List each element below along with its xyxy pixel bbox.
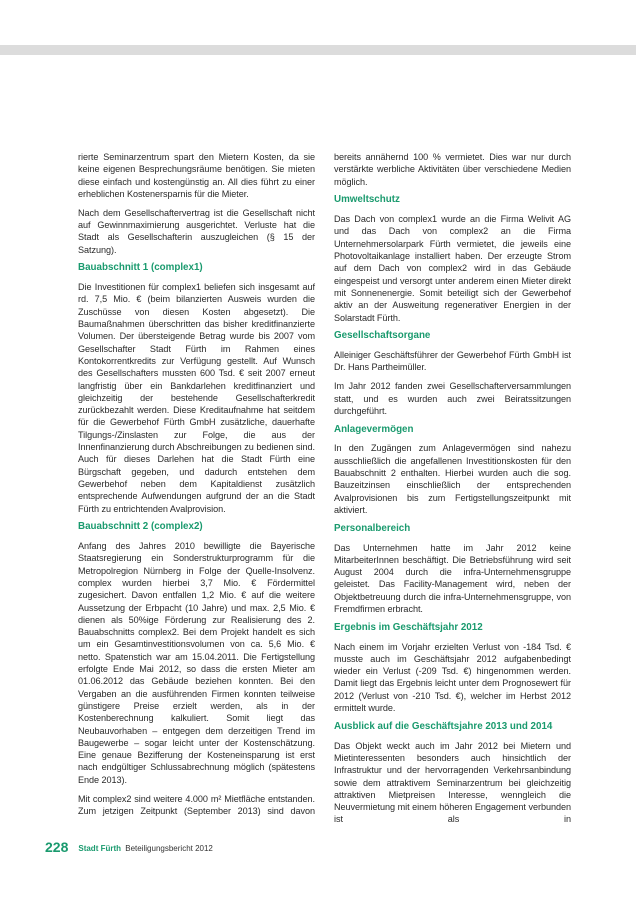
section-heading-umweltschutz: Umweltschutz	[334, 194, 400, 206]
right-column	[334, 151, 571, 832]
page-footer	[45, 839, 213, 855]
footer-brand: Stadt Fürth	[78, 844, 122, 853]
paragraph: bereits annähernd 100 % vermietet. Dies war nur durch verstärkte werbliche Aktivitäten über verschiedene Medien möglich.	[334, 152, 571, 187]
paragraph: Die Investitionen für complex1 beliefen sich insgesamt auf rd. 7,5 Mio. € (beim bilanzierten Ausweis wurden die Zuschüsse von diesen Kosten abgesetzt). Die Baumaßnahmen überschritten das bisher kreditfinanzierte Volumen. Der übersteigende Betrag wurde bis 2007 vom Gesellschafter Stadt Fürth im Rahmen eines Kontokorrentkredits zur Verfügung gestellt. Auf Wunsch des Gesellschafters mussten 600 Tsd. € seit 2007 erneut langfristig über ein Bankdarlehen kreditfinanziert und gleichzeitig der bestehende Gesellschafterkredit zurückbezahlt werden. Diese Kreditaufnahme hat seitdem für die Gewerbehof Fürth GmbH zusätzliche, dauerhafte Tilgungs-/Zinslasten zur Folge, die aus der Innenfinanzierung durch Abschreibungen zu bedienen sind. Auch für dieses Darlehen hat die Stadt Fürth eine Bürgschaft gegeben, und dadurch entstehen dem Gewerbehof neben dem Kapitaldienst zusätzlich entsprechende Aufwendungen aufgrund der an die Stadt Fürth zu entrichtenden Avalprovision.	[78, 282, 315, 514]
section-heading-ausblick: Ausblick auf die Geschäftsjahre 2013 und 2014	[334, 720, 553, 732]
paragraph: rierte Seminarzentrum spart den Mietern Kosten, da sie keine eigenen Besprechungsräume benötigen. Sie mieten diese einfach und kostengünstig an. All dies führt zu einer erheblichen Kostenersparnis für die Mieter.	[78, 152, 315, 199]
paragraph: In den Zugängen zum Anlagevermögen sind nahezu ausschließlich die angefallenen Investitionskosten für den Bauabschnitt 2 enthalten. Hierbei wurden auch die sog. Bauzeitzinsen einschließlich der entsprechenden Avalprovisionen bis zum Fertigstellungszeitpunkt mit aktiviert.	[334, 443, 571, 515]
section-heading-anlagevermoegen: Anlagevermögen	[334, 423, 414, 435]
paragraph: Anfang des Jahres 2010 bewilligte die Bayerische Staatsregierung ein Sonderstrukturprogramm für die Metropolregion Nürnberg in Folge der Quelle-Insolvenz. complex wurden hierbei 3,7 Mio. € Fördermittel zugesichert. Davon entfallen 1,2 Mio. € auf die weitere Aussetzung der Erbpacht (10 Jahre) und max. 2,5 Mio. € dienen als 50%ige Förderung zur Realisierung des 2. Bauabschnitts complex2. Bei dem Projekt handelt es sich um ein Gesamtinvestitionsvolumen von ca. 5,6 Mio. € netto. Spatenstich war am 15.04.2011. Die Fertigstellung erfolgte Ende Mai 2012, so dass die ersten Mieter am 01.06.2012 das Gebäude beziehen konnten. Bei den Vergaben an die ausführenden Firmen konnten teilweise günstigere Preise erzielt werden, als in der Kostenberechnung kalkuliert. Somit liegt das Neubauvorhaben – entgegen dem derzeitigen Trend im Baugewerbe – sogar leicht unter der Kostenschätzung. Eine genaue Bezifferung der Kosteneinsparung ist erst nach endgültiger Schlussabrechnung möglich (spätestens Ende 2013).	[78, 541, 315, 785]
paragraph: Im Jahr 2012 fanden zwei Gesellschafterversammlungen statt, und es wurden auch zwei Beiratssitzungen durchgeführt.	[334, 381, 571, 416]
section-heading-gesellschaftsorgane: Gesellschaftsorgane	[334, 330, 431, 342]
footer-document-title: Beteiligungsbericht 2012	[125, 844, 213, 853]
section-heading-bauabschnitt-1: Bauabschnitt 1 (complex1)	[78, 262, 203, 274]
header-band	[0, 45, 636, 55]
paragraph: Alleiniger Geschäftsführer der Gewerbehof Fürth GmbH ist Dr. Hans Partheimüller.	[334, 350, 571, 373]
paragraph: Nach einem im Vorjahr erzielten Verlust von -184 Tsd. € musste auch im Geschäftsjahr 2012 aufgabenbedingt wieder ein Verlust (-209 Tsd. €) hingenommen werden. Damit liegt das Ergebnis leicht unter dem Prognosewert für 2012 (Verlust von -210 Tsd. €), welcher im Herbst 2012 ermittelt wurde.	[334, 641, 571, 714]
left-column	[78, 151, 315, 824]
section-heading-bauabschnitt-2: Bauabschnitt 2 (complex2)	[78, 521, 203, 533]
paragraph: Das Objekt weckt auch im Jahr 2012 bei Mietern und Mietinteressenten besonders auch hinsichtlich der Infrastruktur und der hervorragenden Verkehrsanbindung sowie dem attraktivem Seminarzentrum bei gleichzeitig attraktiven Mietpreisen Interesse, wenngleich die Neuvermietung mit einem höheren Engagement verbunden ist als in	[334, 740, 571, 825]
section-heading-ergebnis: Ergebnis im Geschäftsjahr 2012	[334, 621, 483, 633]
paragraph: Das Unternehmen hatte im Jahr 2012 keine MitarbeiterInnen beschäftigt. Die Betriebsführung wird seit August 2004 durch die infra-Unternehmensgruppe geleistet. Das Facility-Management wird, neben der Objektbetreuung durch die infra-Unternehmensgruppe, von Fremdfirmen erbracht.	[334, 542, 571, 614]
paragraph: Mit complex2 sind weitere 4.000 m² Mietfläche entstanden. Zum jetzigen Zeitpunkt (September 2013) sind davon	[78, 793, 315, 816]
paragraph: Nach dem Gesellschaftervertrag ist die Gesellschaft nicht auf Gewinnmaximierung ausgerichtet. Verluste hat die Stadt als Gesellschafterin auszugleichen (§ 15 der Satzung).	[78, 207, 315, 255]
page-number: 228	[45, 839, 69, 855]
paragraph: Das Dach von complex1 wurde an die Firma Welivit AG und das Dach von complex2 an die Firma Unternehmersolarpark Fürth vermietet, die jeweils eine Photovoltaikanlage installiert haben. Der erzeugte Strom auf dem Dach von complex2 wird in das Gebäude eingespeist und versorgt unter anderem einen Mieter direkt mit Sonnenenergie. Somit beteiligt sich der Gewerbehof aktiv an der Ausweitung regenerativer Energien in der Solarstadt Fürth.	[334, 214, 571, 323]
section-heading-personalbereich: Personalbereich	[334, 522, 411, 534]
